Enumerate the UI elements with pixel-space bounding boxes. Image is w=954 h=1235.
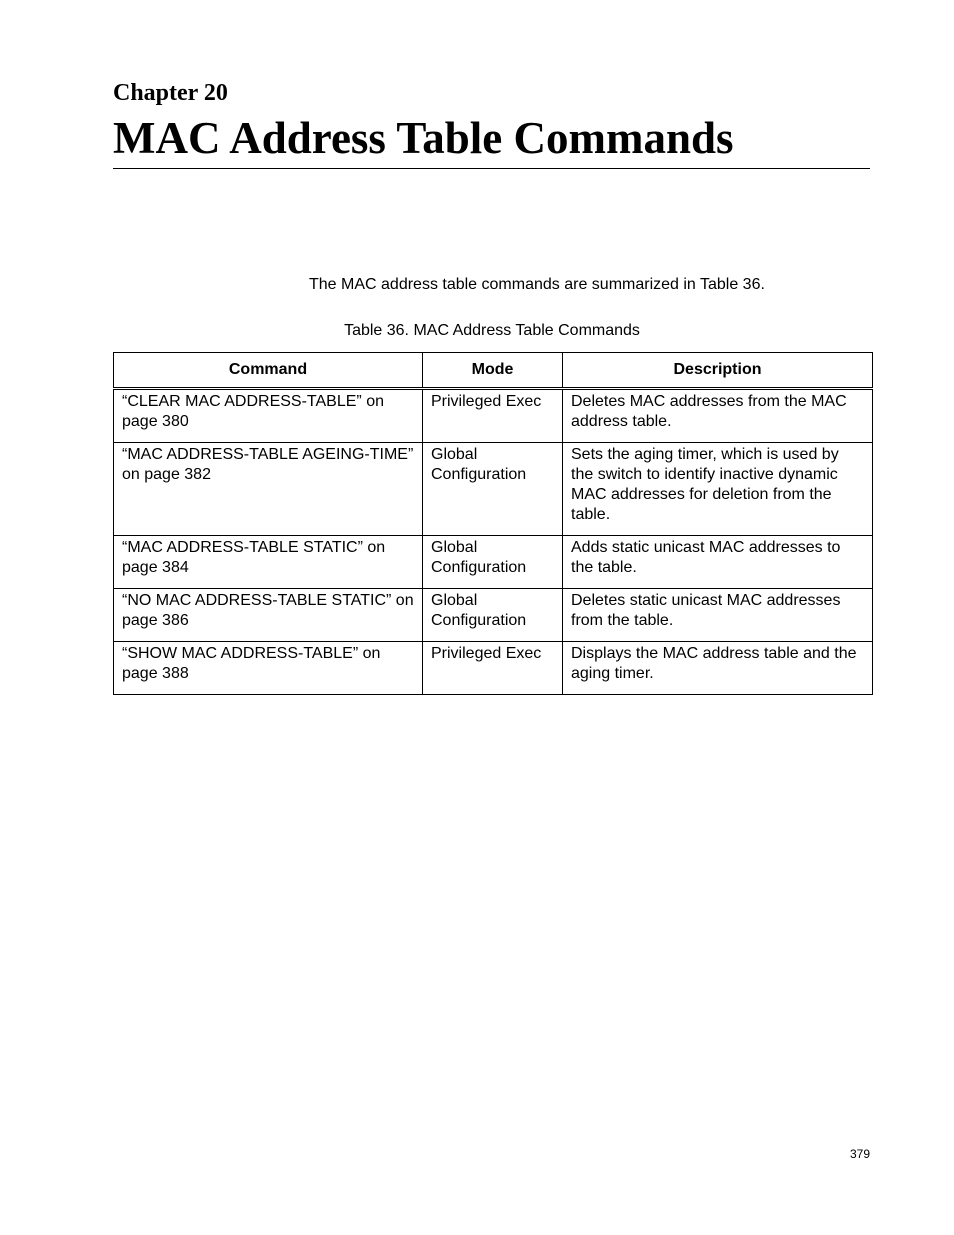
table-caption: Table 36. MAC Address Table Commands <box>344 322 640 339</box>
intro-paragraph: The MAC address table commands are summarized in Table 36. <box>309 276 765 293</box>
mode-cell: Global Configuration <box>423 589 563 642</box>
table-header-row <box>114 353 873 389</box>
command-cell[interactable]: “CLEAR MAC ADDRESS-TABLE” on page 380 <box>114 389 423 443</box>
description-cell: Deletes MAC addresses from the MAC address table. <box>563 389 873 443</box>
title-rule <box>113 168 870 169</box>
mode-cell: Global Configuration <box>423 443 563 536</box>
command-cell[interactable]: “NO MAC ADDRESS-TABLE STATIC” on page 386 <box>114 589 423 642</box>
chapter-label: Chapter 20 <box>113 80 228 106</box>
table-row <box>114 642 873 695</box>
mode-cell: Privileged Exec <box>423 642 563 695</box>
table-row <box>114 389 873 443</box>
page-number: 379 <box>849 1147 870 1161</box>
table-row <box>114 536 873 589</box>
description-cell: Sets the aging timer, which is used by the switch to identify inactive dynamic MAC addresses for deletion from the table. <box>563 443 873 536</box>
description-cell: Adds static unicast MAC addresses to the table. <box>563 536 873 589</box>
commands-table <box>113 352 873 695</box>
mode-cell: Privileged Exec <box>423 389 563 443</box>
command-cell[interactable]: “MAC ADDRESS-TABLE STATIC” on page 384 <box>114 536 423 589</box>
table-row <box>114 443 873 536</box>
mode-cell: Global Configuration <box>423 536 563 589</box>
chapter-title: MAC Address Table Commands <box>113 113 734 163</box>
header-command: Command <box>114 353 423 389</box>
description-cell: Displays the MAC address table and the aging timer. <box>563 642 873 695</box>
description-cell: Deletes static unicast MAC addresses from the table. <box>563 589 873 642</box>
header-description: Description <box>563 353 873 389</box>
header-mode: Mode <box>423 353 563 389</box>
table-row <box>114 589 873 642</box>
command-cell[interactable]: “MAC ADDRESS-TABLE AGEING-TIME” on page 382 <box>114 443 423 536</box>
command-cell[interactable]: “SHOW MAC ADDRESS-TABLE” on page 388 <box>114 642 423 695</box>
